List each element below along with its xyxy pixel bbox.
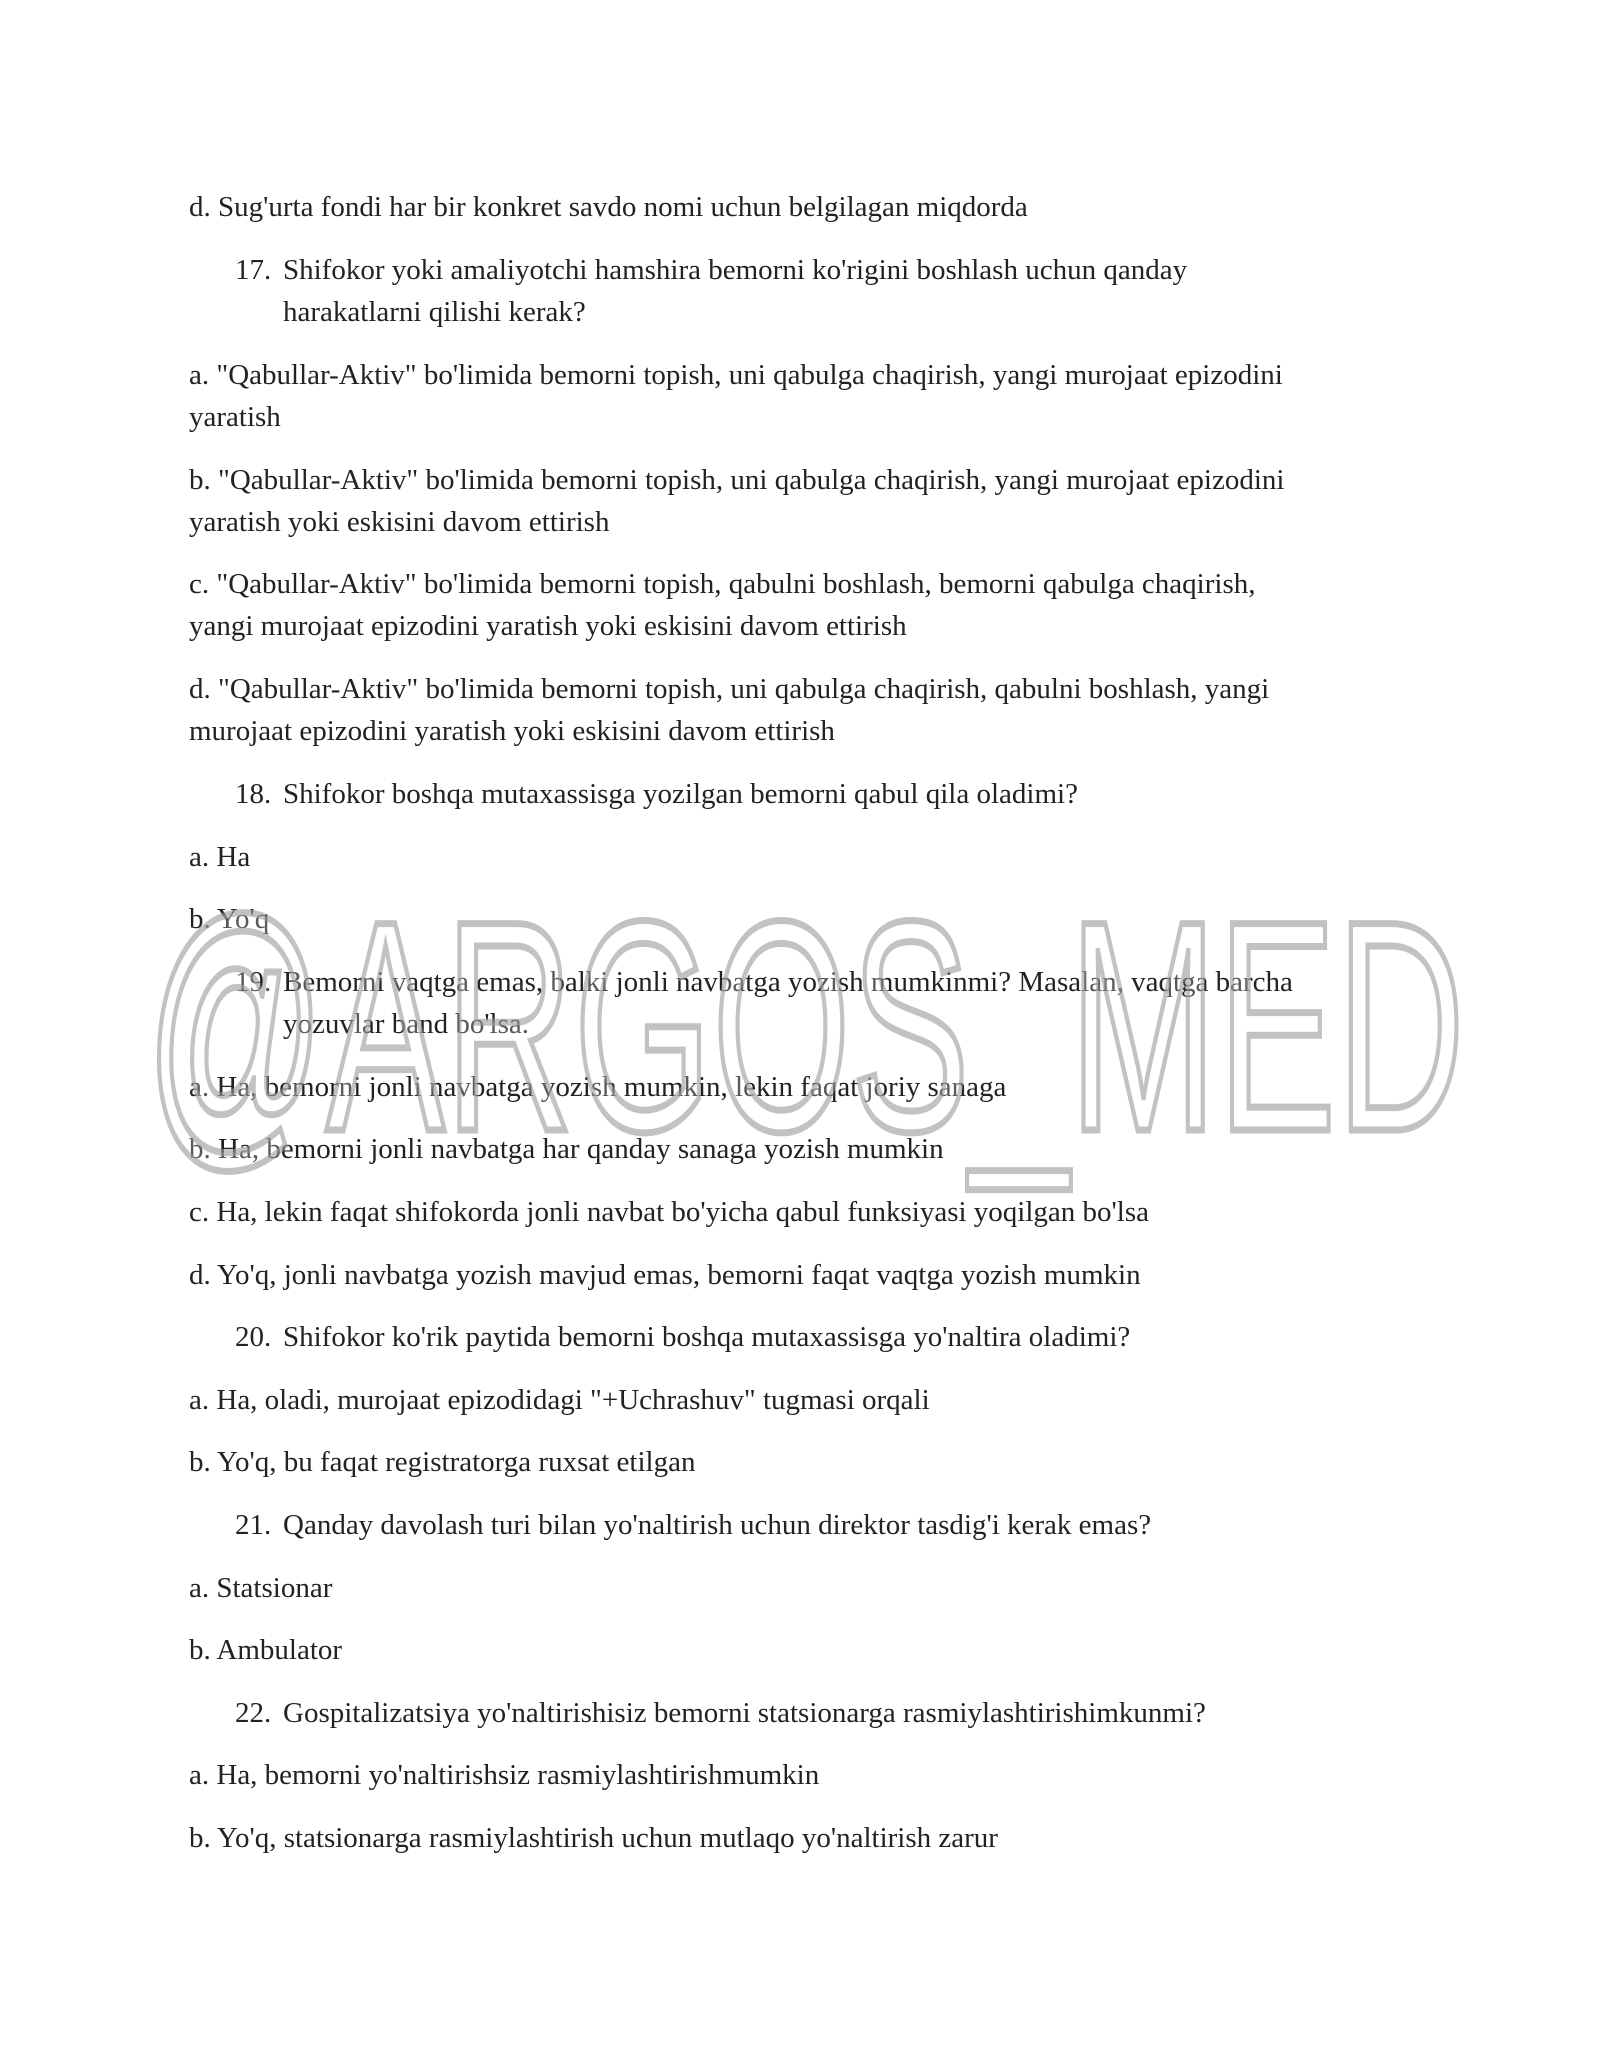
answer-line: b. Yo'q (189, 903, 270, 935)
answer-line: b. Ha, bemorni jonli navbatga har qanday sanaga yozish mumkin (189, 1133, 944, 1165)
question-text: Gospitalizatsiya yo'naltirishisiz bemorni statsionarga rasmiylashtirishimkunmi? (283, 1697, 1206, 1729)
question-text: harakatlarni qilishi kerak? (283, 296, 586, 328)
answer-line: b. Ambulator (189, 1634, 343, 1666)
option-prefix: a. (189, 359, 217, 391)
answer-line: yaratish (189, 401, 281, 433)
answer-line: murojaat epizodini yaratish yoki eskisini davom ettirish (189, 715, 835, 747)
watermark-text: @ARGOS_MED (145, 858, 1466, 1194)
question-number: 20. (235, 1321, 272, 1353)
question-text: Qanday davolash turi bilan yo'naltirish uchun direktor tasdig'i kerak emas? (283, 1509, 1152, 1541)
answer-line: a. Ha, bemorni yo'naltirishsiz rasmiylashtirishmumkin (189, 1759, 820, 1791)
answer-line: c. "Qabullar-Aktiv" bo'limida bemorni topish, qabulni boshlash, bemorni qabulga chaqirish, (189, 568, 1256, 600)
question-text: Shifokor ko'rik paytida bemorni boshqa mutaxassisga yo'naltira oladimi? (283, 1321, 1131, 1353)
answer-line: yaratish yoki eskisini davom ettirish (189, 506, 610, 538)
question-number: 22. (235, 1697, 272, 1729)
question-number: 19. (235, 966, 272, 998)
question-text: Bemorni vaqtga emas, balki jonli navbatga yozish mumkinmi? Masalan, vaqtga barcha (283, 966, 1293, 998)
answer-line: a. Ha, oladi, murojaat epizodidagi "+Uchrashuv" tugmasi orqali (189, 1384, 930, 1416)
answer-line: a. Ha (189, 841, 251, 873)
question-number: 18. (235, 778, 272, 810)
question-number: 21. (235, 1509, 272, 1541)
answer-line: b. Yo'q, statsionarga rasmiylashtirish uchun mutlaqo yo'naltirish zarur (189, 1822, 998, 1854)
question-number: 17. (235, 254, 272, 286)
answer-line: a. Statsionar (189, 1572, 333, 1604)
answer-line: d. "Qabullar-Aktiv" bo'limida bemorni topish, uni qabulga chaqirish, qabulni boshlash, yangi (189, 673, 1270, 705)
answer-line: yangi murojaat epizodini yaratish yoki eskisini davom ettirish (189, 610, 907, 642)
question-text: Shifokor boshqa mutaxassisga yozilgan bemorni qabul qila oladimi? (283, 778, 1078, 810)
question-text: Shifokor yoki amaliyotchi hamshira bemorni ko'rigini boshlash uchun qanday (283, 254, 1188, 286)
answer-line: b. Yo'q, bu faqat registratorga ruxsat etilgan (189, 1446, 696, 1478)
answer-line: d. Sug'urta fondi har bir konkret savdo nomi uchun belgilagan miqdorda (189, 191, 1028, 223)
question-text: yozuvlar band bo'lsa. (283, 1008, 530, 1040)
answer-line: a. Ha, bemorni jonli navbatga yozish mumkin, lekin faqat joriy sanaga (189, 1071, 1007, 1103)
answer-line (189, 354, 1419, 396)
answer-line: c. Ha, lekin faqat shifokorda jonli navbat bo'yicha qabul funksiyasi yoqilgan bo'lsa (189, 1196, 1149, 1228)
answer-line: d. Yo'q, jonli navbatga yozish mavjud emas, bemorni faqat vaqtga yozish mumkin (189, 1259, 1141, 1291)
option-text: "Qabullar-Aktiv" bo'limida bemorni topish, uni qabulga chaqirish, yangi murojaat epizodini (216, 359, 1283, 391)
answer-line: b. "Qabullar-Aktiv" bo'limida bemorni topish, uni qabulga chaqirish, yangi murojaat epizodini (189, 464, 1285, 496)
